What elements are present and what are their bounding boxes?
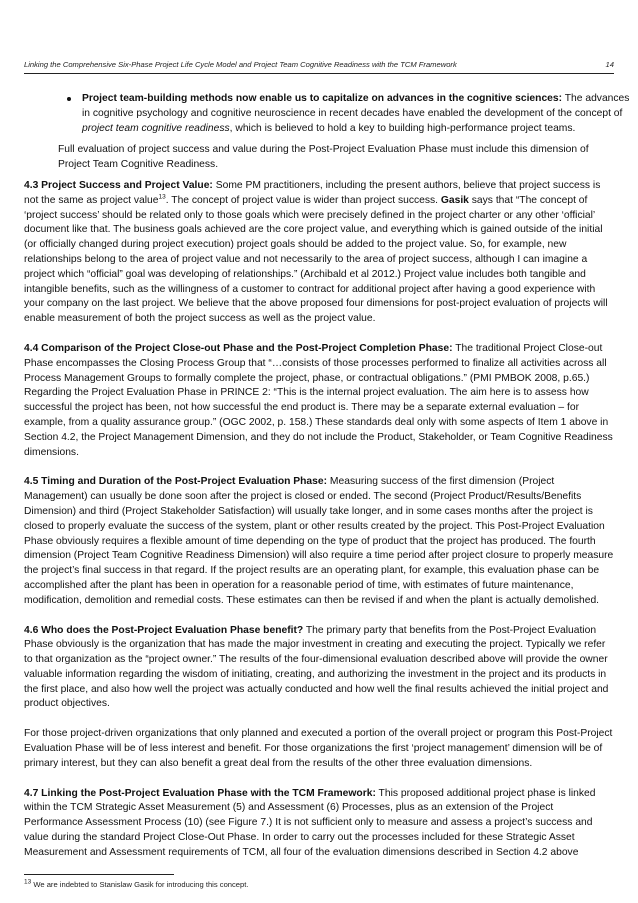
bullet-text (82, 92, 638, 136)
section-4-3 (24, 179, 614, 327)
section-heading: 4.3 Project Success and Project Value: (24, 179, 213, 191)
section-text: The primary party that benefits from the Post-Project Evaluation Phase obviously is the organization that has made the major investment in creating and executing the project. Typically we refer to that organization as the “project owner.” The results of the four-dimensional evaluation described above will provide the owner valuable information regarding the wisdom of initiating, creating, and authorizing the investment in the project and its products in the first place, and also how well the project was actually conducted and how well the final results achieved the initial project and product objectives. (24, 624, 609, 710)
section-4-5 (24, 475, 614, 608)
section-heading: 4.5 Timing and Duration of the Post-Project Evaluation Phase: (24, 476, 328, 488)
footnote-reference: 13 (158, 193, 166, 201)
indent-paragraph: Full evaluation of project success and value during the Post-Project Evaluation Phase must include this dimension of Project Team Cognitive Readiness. (58, 144, 589, 171)
section-4-4 (24, 342, 614, 460)
bullet-item (82, 92, 638, 136)
bullet-emphasis: project team cognitive readiness (82, 122, 230, 134)
bullet-dot-icon (67, 97, 71, 101)
running-title: Linking the Comprehensive Six-Phase Project Life Cycle Model and Project Team Cognitive Readiness with the TCM Framework (24, 60, 457, 69)
section-text: Measuring success of the first dimension (Project Management) can usually be done soon after the project is closed or ended. The second (Project Product/Results/Benefits Dimension) and third (Project Stakeholder Satisfaction) will usually take longer, and in some cases months after the project is closed to properly evaluate the success of the system, plant or other results created by the project. This Post-Project Evaluation Phase obviously requires a flexible amount of time depending on the type of product that the project has produced. The fourth dimension (Project Team Cognitive Readiness Dimension) will also require a time period after project closure to properly measure the project’s final success in that regard. If the project results are an operating plant, for example, this evaluation phase can be accomplished after the plant has been in operation for a reasonable period of time, with estimates of future maintenance, modification, demolition and remedial costs. These estimates can then be revised if and when the plant is actually demolished. (24, 476, 614, 606)
author-name: Gasik (440, 194, 469, 206)
section-4-6 (24, 624, 614, 713)
running-header (24, 60, 614, 69)
section-text: says that “The concept of ‘project success’ should be related only to those goals which were precisely defined in the project charter or any other ‘official’ document like that. The business goals achieved are the core project value, and everything which is gained outside of the initial (or officially changed during project execution) project goals should be added to the project value. So, for example, new relationships belong to the area of project value and not necessarily to the area of project success, although I can imagine a project which “official” goal was developing of relationships.” (Archibald et al 2012.) Project value includes both tangible and intangible benefits, such as the willingness of a customer to contract for additional project after having a good experience with your company on the last project. We believe that the above proposed four dimensions for post-project evaluation of projects will enable measurement of both the project success as well as the project value. (24, 194, 608, 325)
section-4-6-continued: For those project-driven organizations that only planned and executed a portion of the overall project or program this Post-Project Evaluation Phase will be of less interest and benefit. For those organizations the first ‘project management’ dimension will be of primary interest, but they can also benefit a great deal from the results of the other three evaluation dimensions. (24, 728, 613, 769)
section-heading: 4.7 Linking the Post-Project Evaluation Phase with the TCM Framework: (24, 787, 376, 799)
section-text: This proposed additional project phase is linked within the TCM Strategic Asset Measurement (5) and Assessment (6) Processes, plus as an extension of the Project Performance Assessment Process (10) (see Figure 7.) It is not sufficient only to measure and assess a project’s success and value during the standard Project Close-Out Phase. In order to carry out the processes included for these Strategic Asset Measurement and Assessment requirements of TCM, all four of the evaluation dimensions described in Section 4.2 above (24, 787, 596, 858)
section-heading: 4.6 Who does the Post-Project Evaluation Phase benefit? (24, 624, 304, 636)
header-rule (24, 73, 614, 74)
section-text: The traditional Project Close-out Phase encompasses the Closing Process Group that “…consists of those processes performed to finalize all activities across all Process Management Groups to formally complete the project, phase, or contractual obligations.” (PMI PMBOK 2008, p.65.) Regarding the Project Evaluation Phase in PRINCE 2: “This is the internal project evaluation. The aim here is to assess how successful the project has been, not how successful the end product is. There may be a separate external evaluation – for example, from a quality assurance group.” (OGC 2002, p. 158.) These standards deal only with some aspects of Item 1 above in Section 4.2, the Project Management Dimension, and they do not include the Product, Stakeholder, or Team Cognitive Readiness dimensions. (24, 342, 613, 458)
footnote-text: We are indebted to Stanislaw Gasik for introducing this concept. (31, 880, 249, 889)
section-text: Some PM practitioners, including the present authors, believe that project success is not the same as project value (24, 179, 601, 206)
footnote-number: 13 (24, 878, 32, 886)
section-heading: 4.4 Comparison of the Project Close-out Phase and the Post-Project Completion Phase: (24, 342, 453, 354)
bullet-text-after: , which is believed to hold a key to building high-performance project teams. (229, 122, 576, 134)
section-text: . The concept of project value is wider than project success. (165, 194, 441, 206)
bullet-heading: Project team-building methods now enable us to capitalize on advances in the cognitive sciences: (82, 93, 563, 104)
page-number: 14 (605, 60, 614, 69)
section-4-7 (24, 787, 614, 861)
bullet-text-before: The advances in cognitive psychology and cognitive neuroscience in recent decades have enabled the development of the concept of (82, 93, 630, 119)
footnote-rule (24, 874, 174, 875)
footnote (24, 880, 248, 889)
document-body (24, 92, 630, 876)
